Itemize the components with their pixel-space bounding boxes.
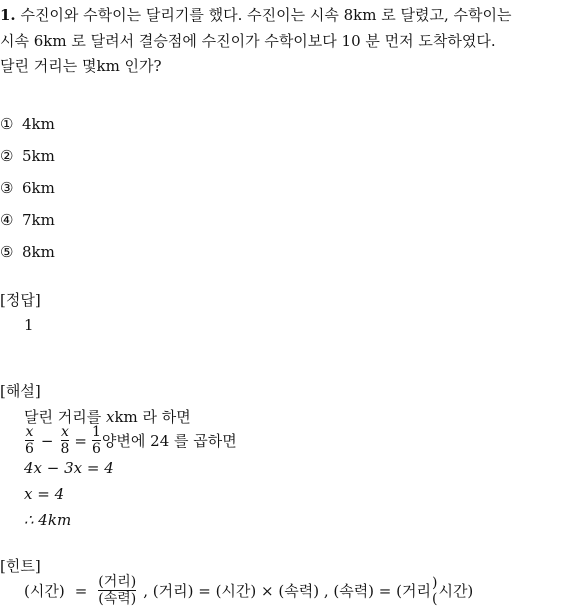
fraction-numerator: x xyxy=(25,424,34,440)
option-mark: ④ xyxy=(0,211,14,229)
option-mark: ① xyxy=(0,115,14,133)
explanation-line-4: x = 4 xyxy=(24,485,65,503)
minus-sign: − xyxy=(40,431,54,450)
answer-heading: [정답] xyxy=(0,291,41,309)
option-4[interactable] xyxy=(0,211,55,229)
fraction-numerator: ) xyxy=(431,574,438,591)
option-text: 7km xyxy=(22,211,55,229)
hint-time: (시간) xyxy=(24,582,65,600)
hint-heading: [힌트] xyxy=(0,557,41,575)
option-5[interactable] xyxy=(0,243,55,261)
option-2[interactable] xyxy=(0,147,55,165)
question-number: 1. xyxy=(0,6,16,24)
explanation-text: 양변에 24 를 곱하면 xyxy=(101,432,237,450)
hint-tail-fraction xyxy=(432,575,437,607)
fraction-numerator: 1 xyxy=(92,424,101,440)
option-1[interactable] xyxy=(0,115,55,133)
option-text: 5km xyxy=(22,147,55,165)
option-text: 6km xyxy=(22,179,55,197)
fraction-numerator: x xyxy=(61,424,69,440)
explanation-heading: [해설] xyxy=(0,382,41,400)
fraction-x-over-8 xyxy=(61,424,70,457)
fraction-denominator: 8 xyxy=(60,441,70,457)
fraction-1-over-6 xyxy=(92,424,101,457)
option-text: 4km xyxy=(22,115,55,133)
explanation-text: km 라 하면 xyxy=(114,408,191,426)
question-line-3: 달린 거리는 몇km 인가? xyxy=(0,57,162,75)
explanation-line-3: 4x − 3x = 4 xyxy=(24,459,114,477)
hint-rest: , (거리) = (시간) × (속력) , (속력) = (거리 xyxy=(143,582,431,600)
option-text: 8km xyxy=(22,243,55,261)
hint-formula xyxy=(24,574,473,607)
equals-sign: = xyxy=(74,431,87,450)
fraction-denominator: 6 xyxy=(92,441,101,457)
fraction-x-over-6 xyxy=(25,424,34,457)
answer-value: 1 xyxy=(24,316,34,334)
fraction-denominator: 6 xyxy=(25,441,34,457)
question-line-2: 시속 6km 로 달려서 결승점에 수진이가 수학이보다 10 분 먼저 도착하였다. xyxy=(0,32,496,50)
option-mark: ③ xyxy=(0,179,14,197)
option-mark: ② xyxy=(0,147,14,165)
equals-sign: = xyxy=(74,581,88,600)
question-line-1 xyxy=(0,4,511,25)
question-text-1: 수진이와 수학이는 달리기를 했다. 수진이는 시속 8km 로 달렸고, 수학이는 xyxy=(20,6,512,24)
hint-tail-end: 시간) xyxy=(438,582,474,600)
explanation-line-5: ∴ 4km xyxy=(24,511,72,529)
explanation-text: 달린 거리를 xyxy=(24,408,106,426)
variable-x: x xyxy=(106,408,115,426)
fraction-denominator: (속력) xyxy=(98,591,137,607)
explanation-equation xyxy=(24,424,237,457)
fraction-numerator: (거리) xyxy=(98,574,137,590)
fraction-denominator: ( xyxy=(431,590,438,607)
fraction-distance-over-speed xyxy=(98,574,136,607)
option-3[interactable] xyxy=(0,179,55,197)
option-mark: ⑤ xyxy=(0,243,14,261)
